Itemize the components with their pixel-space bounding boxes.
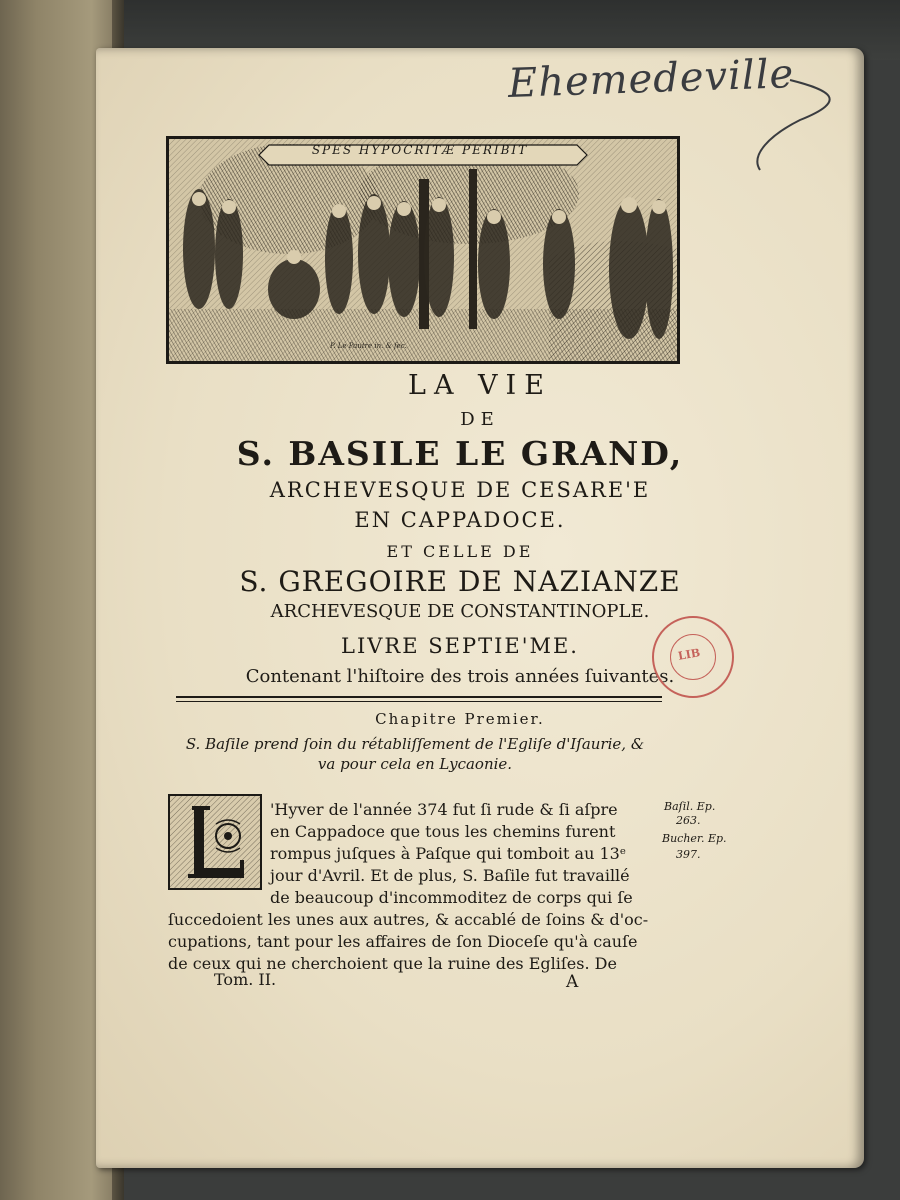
book-subtitle: Contenant l'hiſtoire des trois années ſuivantes. xyxy=(245,666,675,687)
headpiece-engraving xyxy=(166,136,680,364)
engraver-credit: P. Le Pautre in. & fec. xyxy=(330,342,407,350)
body-line-1: 'Hyver de l'année 374 fut ſi rude & ſi aſpre xyxy=(270,800,618,819)
library-stamp-text: LIB xyxy=(677,646,702,663)
title-line-1: LA VIE xyxy=(408,370,552,401)
body-line-4: jour d'Avril. Et de plus, S. Baſile fut travaillé xyxy=(270,866,630,885)
margin-note-4: 397. xyxy=(676,848,701,861)
body-line-2: en Cappadoce que tous les chemins furent xyxy=(270,822,616,841)
title-secondary: S. GREGOIRE DE NAZIANZE xyxy=(239,565,681,598)
engraving-motto: SPES HYPOCRITÆ PERIBIT xyxy=(311,143,529,157)
title-line-5: EN CAPPADOCE. xyxy=(354,508,566,532)
book-number: LIVRE SEPTIE'ME. xyxy=(341,634,579,658)
body-line-5: de beaucoup d'incommoditez de corps qui ſe xyxy=(270,888,633,907)
title-line-8: ARCHEVESQUE DE CONSTANTINOPLE. xyxy=(270,601,650,622)
body-line-6: ſuccedoient les unes aux autres, & accablé de ſoins & d'oc- xyxy=(168,910,649,929)
volume-number: Tom. II. xyxy=(214,970,277,989)
engraving-scene xyxy=(169,139,677,361)
floral-initial-icon xyxy=(170,796,260,888)
title-main: S. BASILE LE GRAND, xyxy=(236,434,684,473)
title-line-6: ET CELLE DE xyxy=(386,542,534,561)
chapter-summary xyxy=(170,734,660,774)
signature-mark: A xyxy=(566,972,579,992)
title-line-4: ARCHEVESQUE DE CESARE'E xyxy=(269,478,651,502)
divider-rule xyxy=(176,696,662,698)
chapter-summary-line-1: S. Baſile prend ſoin du rétabliſſement de l'Egliſe d'Iſaurie, & xyxy=(185,735,645,753)
margin-note-1: Baſil. Ep. xyxy=(664,800,716,813)
body-line-3: rompus juſques à Paſque qui tomboit au 13ᵉ xyxy=(270,844,627,863)
body-line-8: de ceux qui ne cherchoient que la ruine des Egliſes. De xyxy=(168,954,617,973)
chapter-summary-line-2: va pour cela en Lycaonie. xyxy=(317,755,513,773)
title-line-2: DE xyxy=(460,409,500,430)
margin-note-2: 263. xyxy=(676,814,701,827)
handwritten-signature: Ehemedeville xyxy=(507,51,795,107)
chapter-title: Chapitre Premier. xyxy=(375,710,545,728)
body-line-7: cupations, tant pour les affaires de ſon Dioceſe qu'à cauſe xyxy=(168,932,638,951)
library-stamp xyxy=(652,616,734,698)
divider-rule-thin xyxy=(176,701,662,702)
decorated-initial-L xyxy=(168,794,262,890)
margin-note-3: Bucher. Ep. xyxy=(662,832,727,845)
